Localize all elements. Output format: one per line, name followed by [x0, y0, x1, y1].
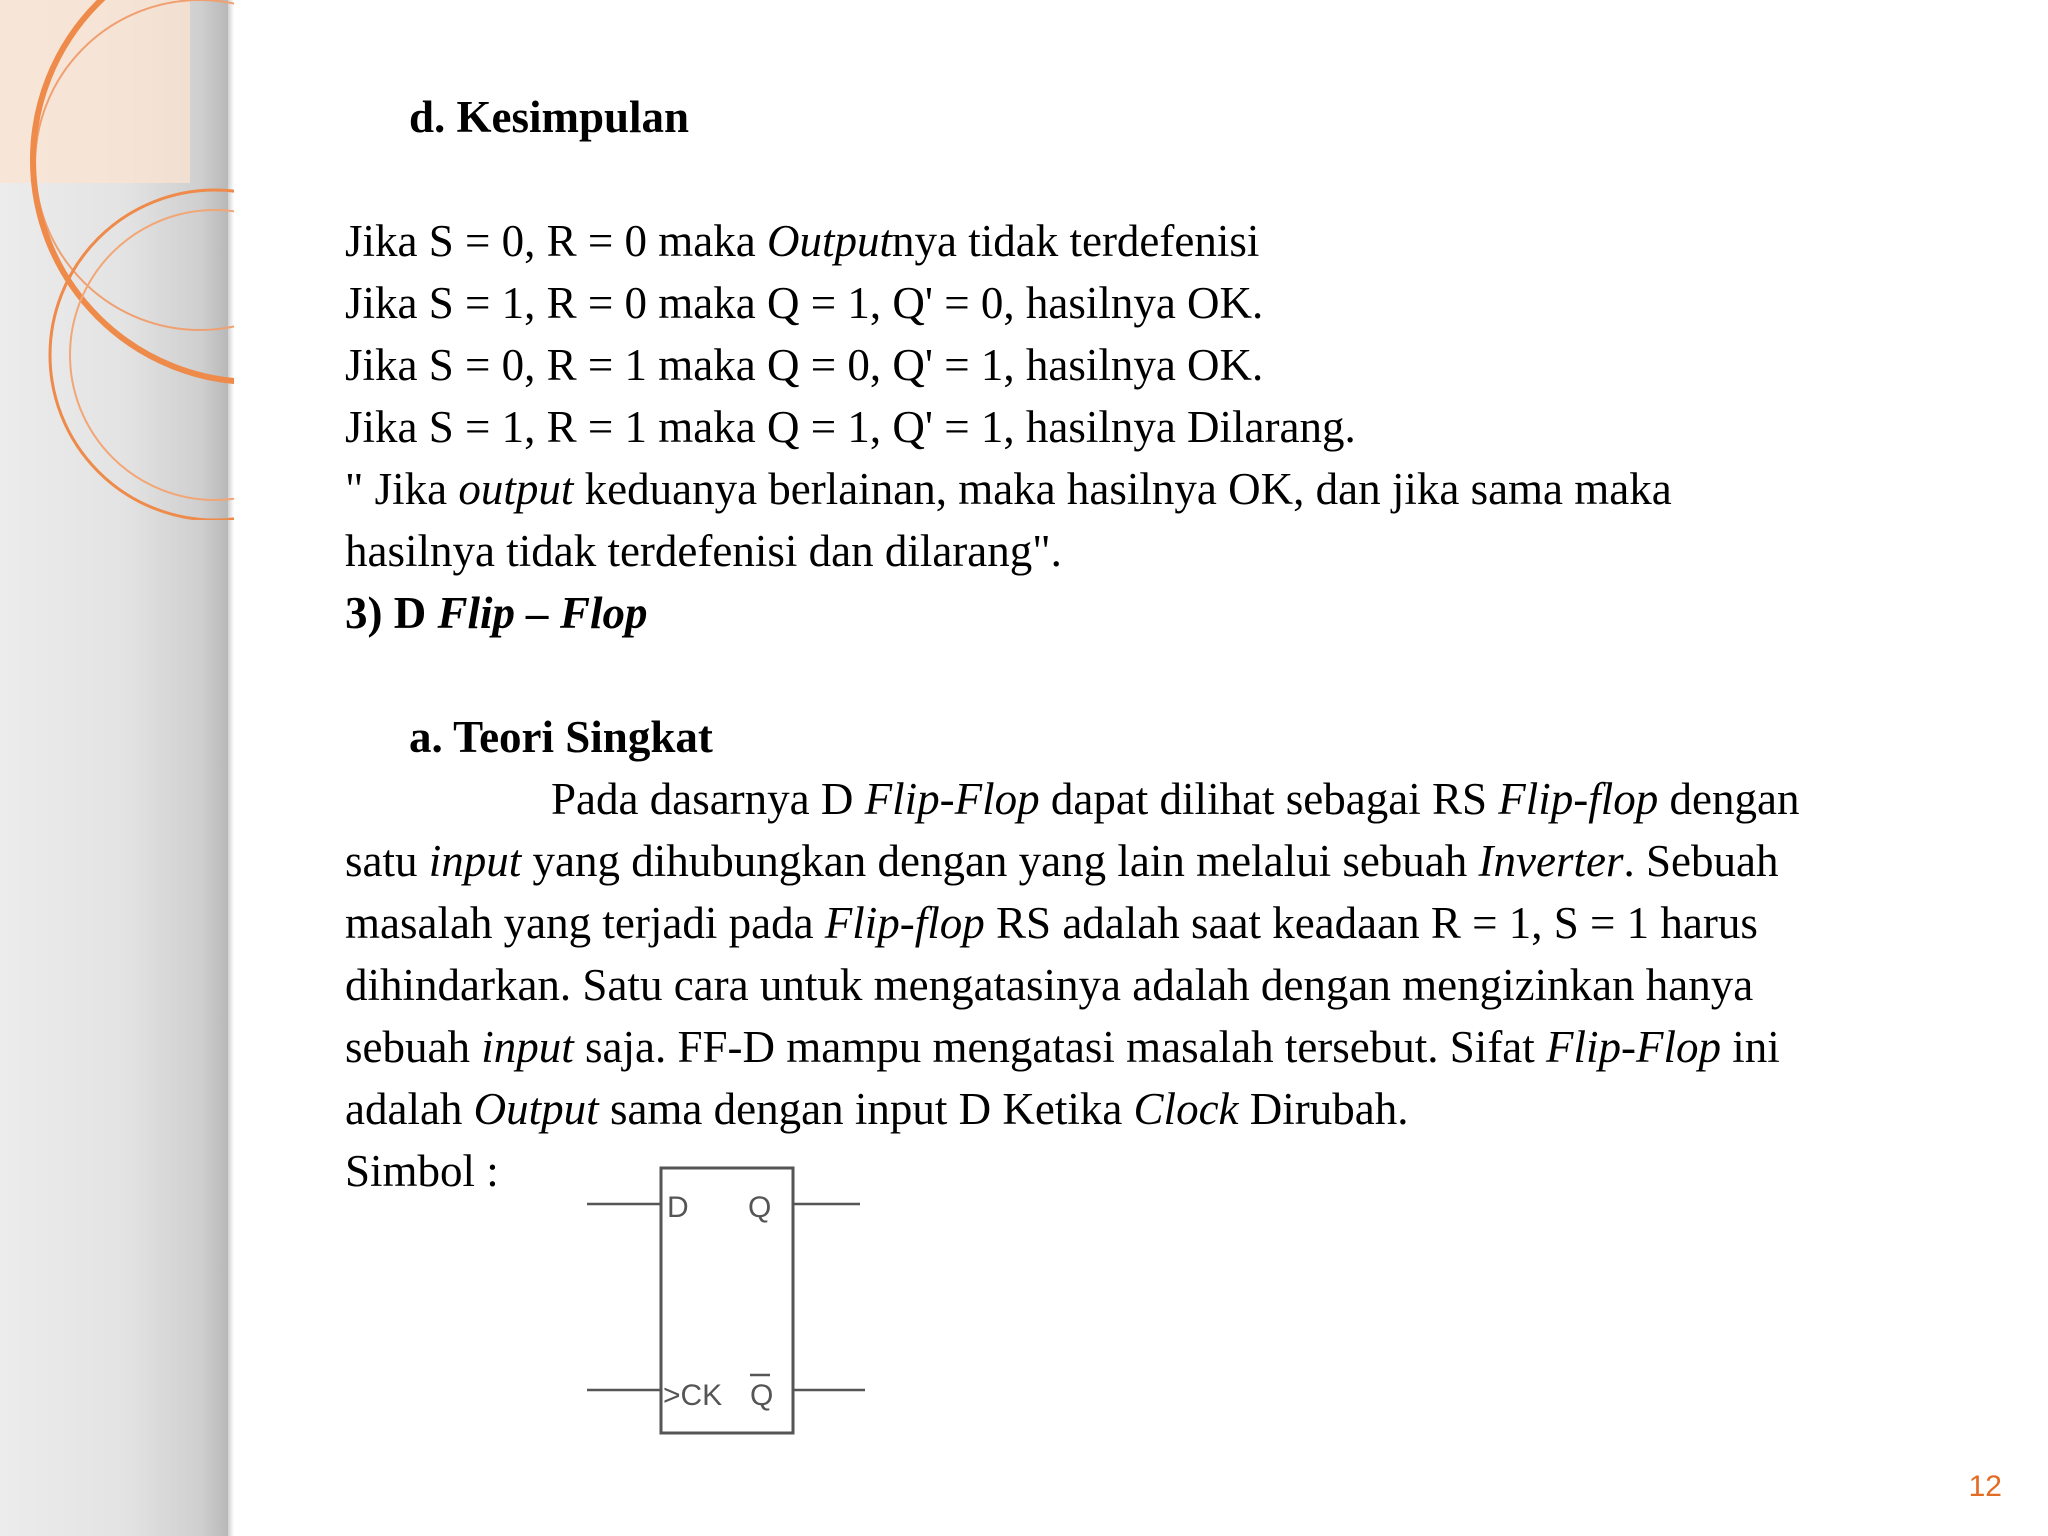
section-heading-d-flip-flop: 3) D Flip – Flop — [345, 588, 648, 638]
d-flip-flop-symbol — [565, 1150, 910, 1450]
heading-teori-singkat: a. Teori Singkat — [409, 712, 713, 762]
paragraph-line: adalah Output sama dengan input D Ketika Clock Dirubah. — [345, 1084, 1409, 1134]
heading-kesimpulan: d. Kesimpulan — [409, 92, 690, 142]
conclusion-line: Jika S = 1, R = 0 maka Q = 1, Q' = 0, hasilnya OK. — [345, 278, 1264, 328]
decorative-circles — [0, 0, 234, 520]
paragraph-line: dihindarkan. Satu cara untuk mengatasinya adalah dengan mengizinkan hanya — [345, 960, 1754, 1010]
paragraph-line: satu input yang dihubungkan dengan yang lain melalui sebuah Inverter. Sebuah — [345, 836, 1779, 886]
paragraph-line: sebuah input saja. FF-D mampu mengatasi masalah tersebut. Sifat Flip-Flop ini — [345, 1022, 1780, 1072]
spacer — [345, 644, 2005, 706]
quote-line: " Jika output keduanya berlainan, maka hasilnya OK, dan jika sama maka — [345, 464, 1672, 514]
label-d: D — [667, 1191, 689, 1224]
label-qbar: Q — [750, 1379, 774, 1412]
quote-line: hasilnya tidak terdefenisi dan dilarang". — [345, 526, 1062, 576]
page-number: 12 — [1968, 1470, 2002, 1503]
symbol-label: Simbol : — [345, 1146, 499, 1196]
conclusion-line: Jika S = 0, R = 0 maka Outputnya tidak terdefenisi — [345, 216, 1260, 266]
slide-body — [345, 86, 2005, 1202]
conclusion-line: Jika S = 1, R = 1 maka Q = 1, Q' = 1, hasilnya Dilarang. — [345, 402, 1356, 452]
label-q: Q — [748, 1191, 772, 1224]
paragraph-line: masalah yang terjadi pada Flip-flop RS adalah saat keadaan R = 1, S = 1 harus — [345, 898, 1758, 948]
paragraph-line: Pada dasarnya D Flip-Flop dapat dilihat sebagai RS Flip-flop dengan — [551, 774, 1800, 824]
conclusion-line: Jika S = 0, R = 1 maka Q = 0, Q' = 1, hasilnya OK. — [345, 340, 1264, 390]
label-ck: >CK — [663, 1379, 723, 1412]
spacer — [345, 148, 2005, 210]
